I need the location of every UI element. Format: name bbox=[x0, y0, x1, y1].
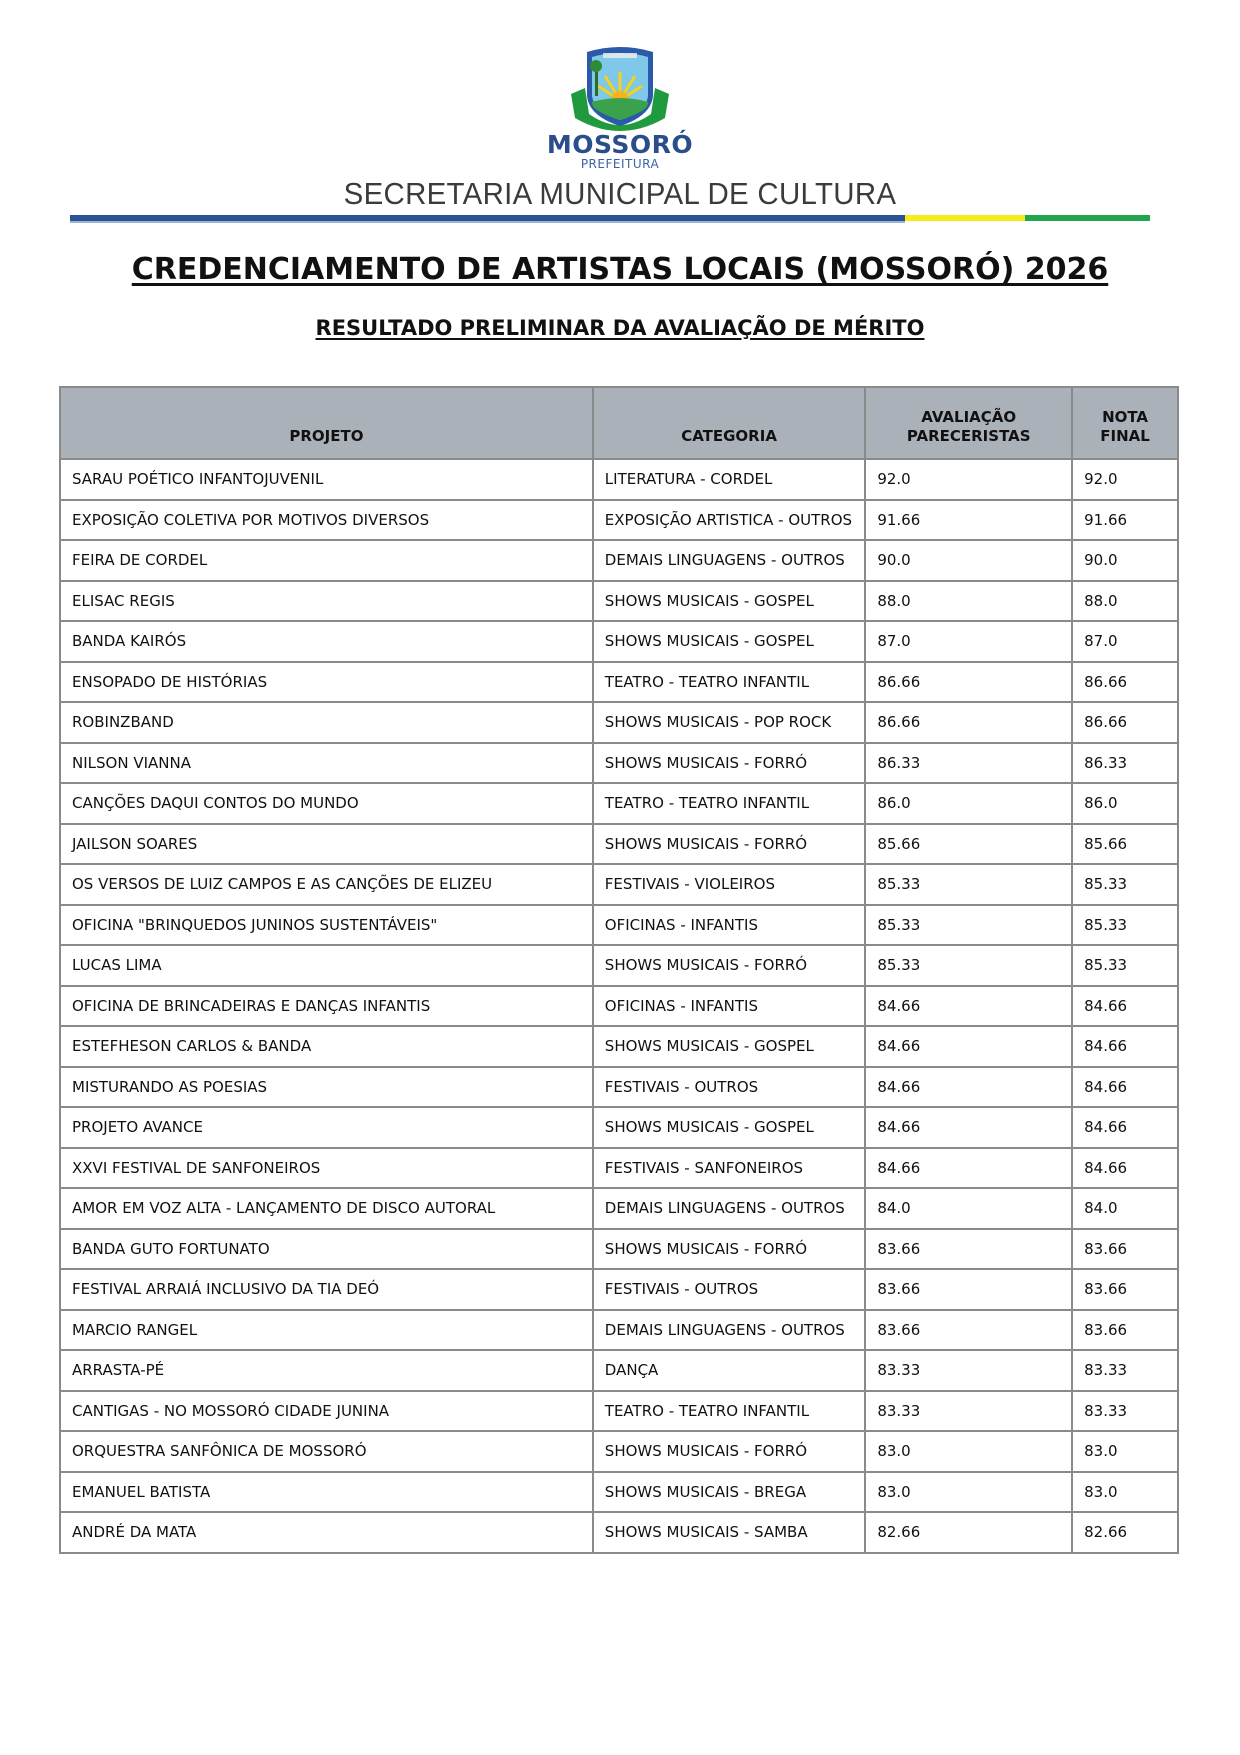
cell-avaliacao: 83.66 bbox=[865, 1229, 1072, 1270]
cell-avaliacao: 83.66 bbox=[865, 1310, 1072, 1351]
cell-projeto: ESTEFHESON CARLOS & BANDA bbox=[60, 1026, 593, 1067]
cell-nota-final: 91.66 bbox=[1072, 500, 1178, 541]
cell-avaliacao: 88.0 bbox=[865, 581, 1072, 622]
cell-avaliacao: 83.66 bbox=[865, 1269, 1072, 1310]
cell-avaliacao: 86.66 bbox=[865, 702, 1072, 743]
cell-avaliacao: 86.0 bbox=[865, 783, 1072, 824]
cell-projeto: SARAU POÉTICO INFANTOJUVENIL bbox=[60, 459, 593, 500]
cell-nota-final: 83.66 bbox=[1072, 1229, 1178, 1270]
cell-avaliacao: 82.66 bbox=[865, 1512, 1072, 1553]
brand-name: MOSSORÓ bbox=[546, 130, 694, 159]
cell-projeto: XXVI FESTIVAL DE SANFONEIROS bbox=[60, 1148, 593, 1189]
cell-nota-final: 88.0 bbox=[1072, 581, 1178, 622]
cell-nota-final: 85.66 bbox=[1072, 824, 1178, 865]
cell-avaliacao: 91.66 bbox=[865, 500, 1072, 541]
cell-categoria: SHOWS MUSICAIS - GOSPEL bbox=[593, 1026, 866, 1067]
cell-nota-final: 84.66 bbox=[1072, 1026, 1178, 1067]
cell-categoria: FESTIVAIS - OUTROS bbox=[593, 1269, 866, 1310]
table-row bbox=[60, 1026, 1178, 1067]
cell-nota-final: 84.0 bbox=[1072, 1188, 1178, 1229]
cell-projeto: ELISAC REGIS bbox=[60, 581, 593, 622]
cell-nota-final: 84.66 bbox=[1072, 986, 1178, 1027]
cell-projeto: MISTURANDO AS POESIAS bbox=[60, 1067, 593, 1108]
cell-nota-final: 84.66 bbox=[1072, 1148, 1178, 1189]
cell-projeto: EMANUEL BATISTA bbox=[60, 1472, 593, 1513]
cell-projeto: ROBINZBAND bbox=[60, 702, 593, 743]
cell-projeto: FESTIVAL ARRAIÁ INCLUSIVO DA TIA DEÓ bbox=[60, 1269, 593, 1310]
table-row bbox=[60, 1310, 1178, 1351]
cell-projeto: JAILSON SOARES bbox=[60, 824, 593, 865]
cell-nota-final: 83.66 bbox=[1072, 1269, 1178, 1310]
cell-categoria: OFICINAS - INFANTIS bbox=[593, 986, 866, 1027]
cell-nota-final: 86.33 bbox=[1072, 743, 1178, 784]
column-header-categoria: CATEGORIA bbox=[593, 387, 866, 459]
cell-nota-final: 83.0 bbox=[1072, 1472, 1178, 1513]
cell-categoria: FESTIVAIS - VIOLEIROS bbox=[593, 864, 866, 905]
cell-projeto: OFICINA "BRINQUEDOS JUNINOS SUSTENTÁVEIS" bbox=[60, 905, 593, 946]
cell-avaliacao: 83.0 bbox=[865, 1431, 1072, 1472]
cell-categoria: SHOWS MUSICAIS - FORRÓ bbox=[593, 743, 866, 784]
cell-avaliacao: 83.0 bbox=[865, 1472, 1072, 1513]
header-stripe-yellow bbox=[905, 215, 1025, 221]
table-row bbox=[60, 540, 1178, 581]
cell-avaliacao: 86.66 bbox=[865, 662, 1072, 703]
cell-categoria: SHOWS MUSICAIS - FORRÓ bbox=[593, 824, 866, 865]
table-row bbox=[60, 500, 1178, 541]
cell-categoria: TEATRO - TEATRO INFANTIL bbox=[593, 662, 866, 703]
cell-avaliacao: 83.33 bbox=[865, 1391, 1072, 1432]
table-row bbox=[60, 1350, 1178, 1391]
table-row bbox=[60, 1067, 1178, 1108]
table-row bbox=[60, 986, 1178, 1027]
cell-projeto: FEIRA DE CORDEL bbox=[60, 540, 593, 581]
cell-projeto: OFICINA DE BRINCADEIRAS E DANÇAS INFANTIS bbox=[60, 986, 593, 1027]
column-header-projeto: PROJETO bbox=[60, 387, 593, 459]
cell-avaliacao: 86.33 bbox=[865, 743, 1072, 784]
cell-projeto: NILSON VIANNA bbox=[60, 743, 593, 784]
cell-nota-final: 86.66 bbox=[1072, 662, 1178, 703]
document-subtitle: RESULTADO PRELIMINAR DA AVALIAÇÃO DE MÉRITO bbox=[315, 316, 925, 340]
cell-nota-final: 84.66 bbox=[1072, 1107, 1178, 1148]
department-name: SECRETARIA MUNICIPAL DE CULTURA bbox=[343, 176, 897, 211]
cell-categoria: SHOWS MUSICAIS - FORRÓ bbox=[593, 945, 866, 986]
cell-projeto: ARRASTA-PÉ bbox=[60, 1350, 593, 1391]
cell-projeto: LUCAS LIMA bbox=[60, 945, 593, 986]
cell-projeto: AMOR EM VOZ ALTA - LANÇAMENTO DE DISCO AUTORAL bbox=[60, 1188, 593, 1229]
cell-nota-final: 83.33 bbox=[1072, 1391, 1178, 1432]
header-stripe-blue bbox=[70, 215, 905, 223]
cell-projeto: PROJETO AVANCE bbox=[60, 1107, 593, 1148]
cell-projeto: ENSOPADO DE HISTÓRIAS bbox=[60, 662, 593, 703]
cell-avaliacao: 85.66 bbox=[865, 824, 1072, 865]
cell-avaliacao: 84.66 bbox=[865, 1026, 1072, 1067]
cell-projeto: BANDA KAIRÓS bbox=[60, 621, 593, 662]
cell-avaliacao: 84.66 bbox=[865, 1067, 1072, 1108]
cell-avaliacao: 84.66 bbox=[865, 1107, 1072, 1148]
cell-avaliacao: 90.0 bbox=[865, 540, 1072, 581]
cell-categoria: LITERATURA - CORDEL bbox=[593, 459, 866, 500]
brand-subtitle: PREFEITURA bbox=[580, 157, 660, 171]
table-row bbox=[60, 1229, 1178, 1270]
cell-nota-final: 90.0 bbox=[1072, 540, 1178, 581]
cell-nota-final: 92.0 bbox=[1072, 459, 1178, 500]
cell-categoria: OFICINAS - INFANTIS bbox=[593, 905, 866, 946]
cell-nota-final: 85.33 bbox=[1072, 945, 1178, 986]
cell-categoria: SHOWS MUSICAIS - FORRÓ bbox=[593, 1431, 866, 1472]
cell-avaliacao: 85.33 bbox=[865, 945, 1072, 986]
table-row bbox=[60, 1188, 1178, 1229]
header-stripe-green bbox=[1025, 215, 1150, 221]
table-row bbox=[60, 581, 1178, 622]
cell-projeto: EXPOSIÇÃO COLETIVA POR MOTIVOS DIVERSOS bbox=[60, 500, 593, 541]
table-row bbox=[60, 1148, 1178, 1189]
cell-avaliacao: 84.0 bbox=[865, 1188, 1072, 1229]
cell-projeto: CANTIGAS - NO MOSSORÓ CIDADE JUNINA bbox=[60, 1391, 593, 1432]
cell-categoria: DANÇA bbox=[593, 1350, 866, 1391]
cell-nota-final: 82.66 bbox=[1072, 1512, 1178, 1553]
cell-categoria: FESTIVAIS - OUTROS bbox=[593, 1067, 866, 1108]
table-row bbox=[60, 864, 1178, 905]
cell-avaliacao: 84.66 bbox=[865, 986, 1072, 1027]
document-title: CREDENCIAMENTO DE ARTISTAS LOCAIS (MOSSORÓ) 2026 bbox=[131, 252, 1109, 287]
table-row bbox=[60, 621, 1178, 662]
cell-categoria: SHOWS MUSICAIS - GOSPEL bbox=[593, 581, 866, 622]
table-row bbox=[60, 905, 1178, 946]
table-row bbox=[60, 702, 1178, 743]
cell-nota-final: 86.66 bbox=[1072, 702, 1178, 743]
cell-projeto: CANÇÕES DAQUI CONTOS DO MUNDO bbox=[60, 783, 593, 824]
cell-projeto: MARCIO RANGEL bbox=[60, 1310, 593, 1351]
table-row bbox=[60, 945, 1178, 986]
table-row bbox=[60, 1472, 1178, 1513]
table-row bbox=[60, 1431, 1178, 1472]
cell-projeto: OS VERSOS DE LUIZ CAMPOS E AS CANÇÕES DE ELIZEU bbox=[60, 864, 593, 905]
cell-nota-final: 86.0 bbox=[1072, 783, 1178, 824]
cell-categoria: DEMAIS LINGUAGENS - OUTROS bbox=[593, 1310, 866, 1351]
cell-categoria: SHOWS MUSICAIS - GOSPEL bbox=[593, 1107, 866, 1148]
table-row bbox=[60, 824, 1178, 865]
table-row bbox=[60, 662, 1178, 703]
cell-nota-final: 85.33 bbox=[1072, 905, 1178, 946]
column-header-nota-final: NOTA FINAL bbox=[1072, 387, 1178, 459]
cell-avaliacao: 84.66 bbox=[865, 1148, 1072, 1189]
table-row bbox=[60, 459, 1178, 500]
results-table bbox=[59, 386, 1179, 1554]
table-body bbox=[60, 459, 1178, 1553]
cell-categoria: SHOWS MUSICAIS - BREGA bbox=[593, 1472, 866, 1513]
cell-nota-final: 85.33 bbox=[1072, 864, 1178, 905]
cell-categoria: DEMAIS LINGUAGENS - OUTROS bbox=[593, 1188, 866, 1229]
cell-categoria: SHOWS MUSICAIS - FORRÓ bbox=[593, 1229, 866, 1270]
table-row bbox=[60, 1107, 1178, 1148]
cell-categoria: TEATRO - TEATRO INFANTIL bbox=[593, 1391, 866, 1432]
cell-projeto: ANDRÉ DA MATA bbox=[60, 1512, 593, 1553]
cell-categoria: SHOWS MUSICAIS - GOSPEL bbox=[593, 621, 866, 662]
cell-categoria: DEMAIS LINGUAGENS - OUTROS bbox=[593, 540, 866, 581]
cell-avaliacao: 83.33 bbox=[865, 1350, 1072, 1391]
cell-projeto: BANDA GUTO FORTUNATO bbox=[60, 1229, 593, 1270]
cell-nota-final: 87.0 bbox=[1072, 621, 1178, 662]
cell-projeto: ORQUESTRA SANFÔNICA DE MOSSORÓ bbox=[60, 1431, 593, 1472]
table-row bbox=[60, 1269, 1178, 1310]
column-header-avaliacao: AVALIAÇÃO PARECERISTAS bbox=[865, 387, 1072, 459]
cell-avaliacao: 85.33 bbox=[865, 864, 1072, 905]
cell-categoria: FESTIVAIS - SANFONEIROS bbox=[593, 1148, 866, 1189]
table-row bbox=[60, 1512, 1178, 1553]
table-header-row bbox=[60, 387, 1178, 459]
cell-nota-final: 83.33 bbox=[1072, 1350, 1178, 1391]
cell-avaliacao: 92.0 bbox=[865, 459, 1072, 500]
table-row bbox=[60, 1391, 1178, 1432]
cell-avaliacao: 85.33 bbox=[865, 905, 1072, 946]
cell-nota-final: 83.0 bbox=[1072, 1431, 1178, 1472]
mossoro-coat-of-arms-icon bbox=[565, 44, 675, 132]
cell-nota-final: 83.66 bbox=[1072, 1310, 1178, 1351]
cell-categoria: EXPOSIÇÃO ARTISTICA - OUTROS bbox=[593, 500, 866, 541]
cell-categoria: SHOWS MUSICAIS - SAMBA bbox=[593, 1512, 866, 1553]
cell-nota-final: 84.66 bbox=[1072, 1067, 1178, 1108]
page-header bbox=[0, 0, 1240, 230]
cell-avaliacao: 87.0 bbox=[865, 621, 1072, 662]
cell-categoria: TEATRO - TEATRO INFANTIL bbox=[593, 783, 866, 824]
table-row bbox=[60, 783, 1178, 824]
cell-categoria: SHOWS MUSICAIS - POP ROCK bbox=[593, 702, 866, 743]
table-row bbox=[60, 743, 1178, 784]
